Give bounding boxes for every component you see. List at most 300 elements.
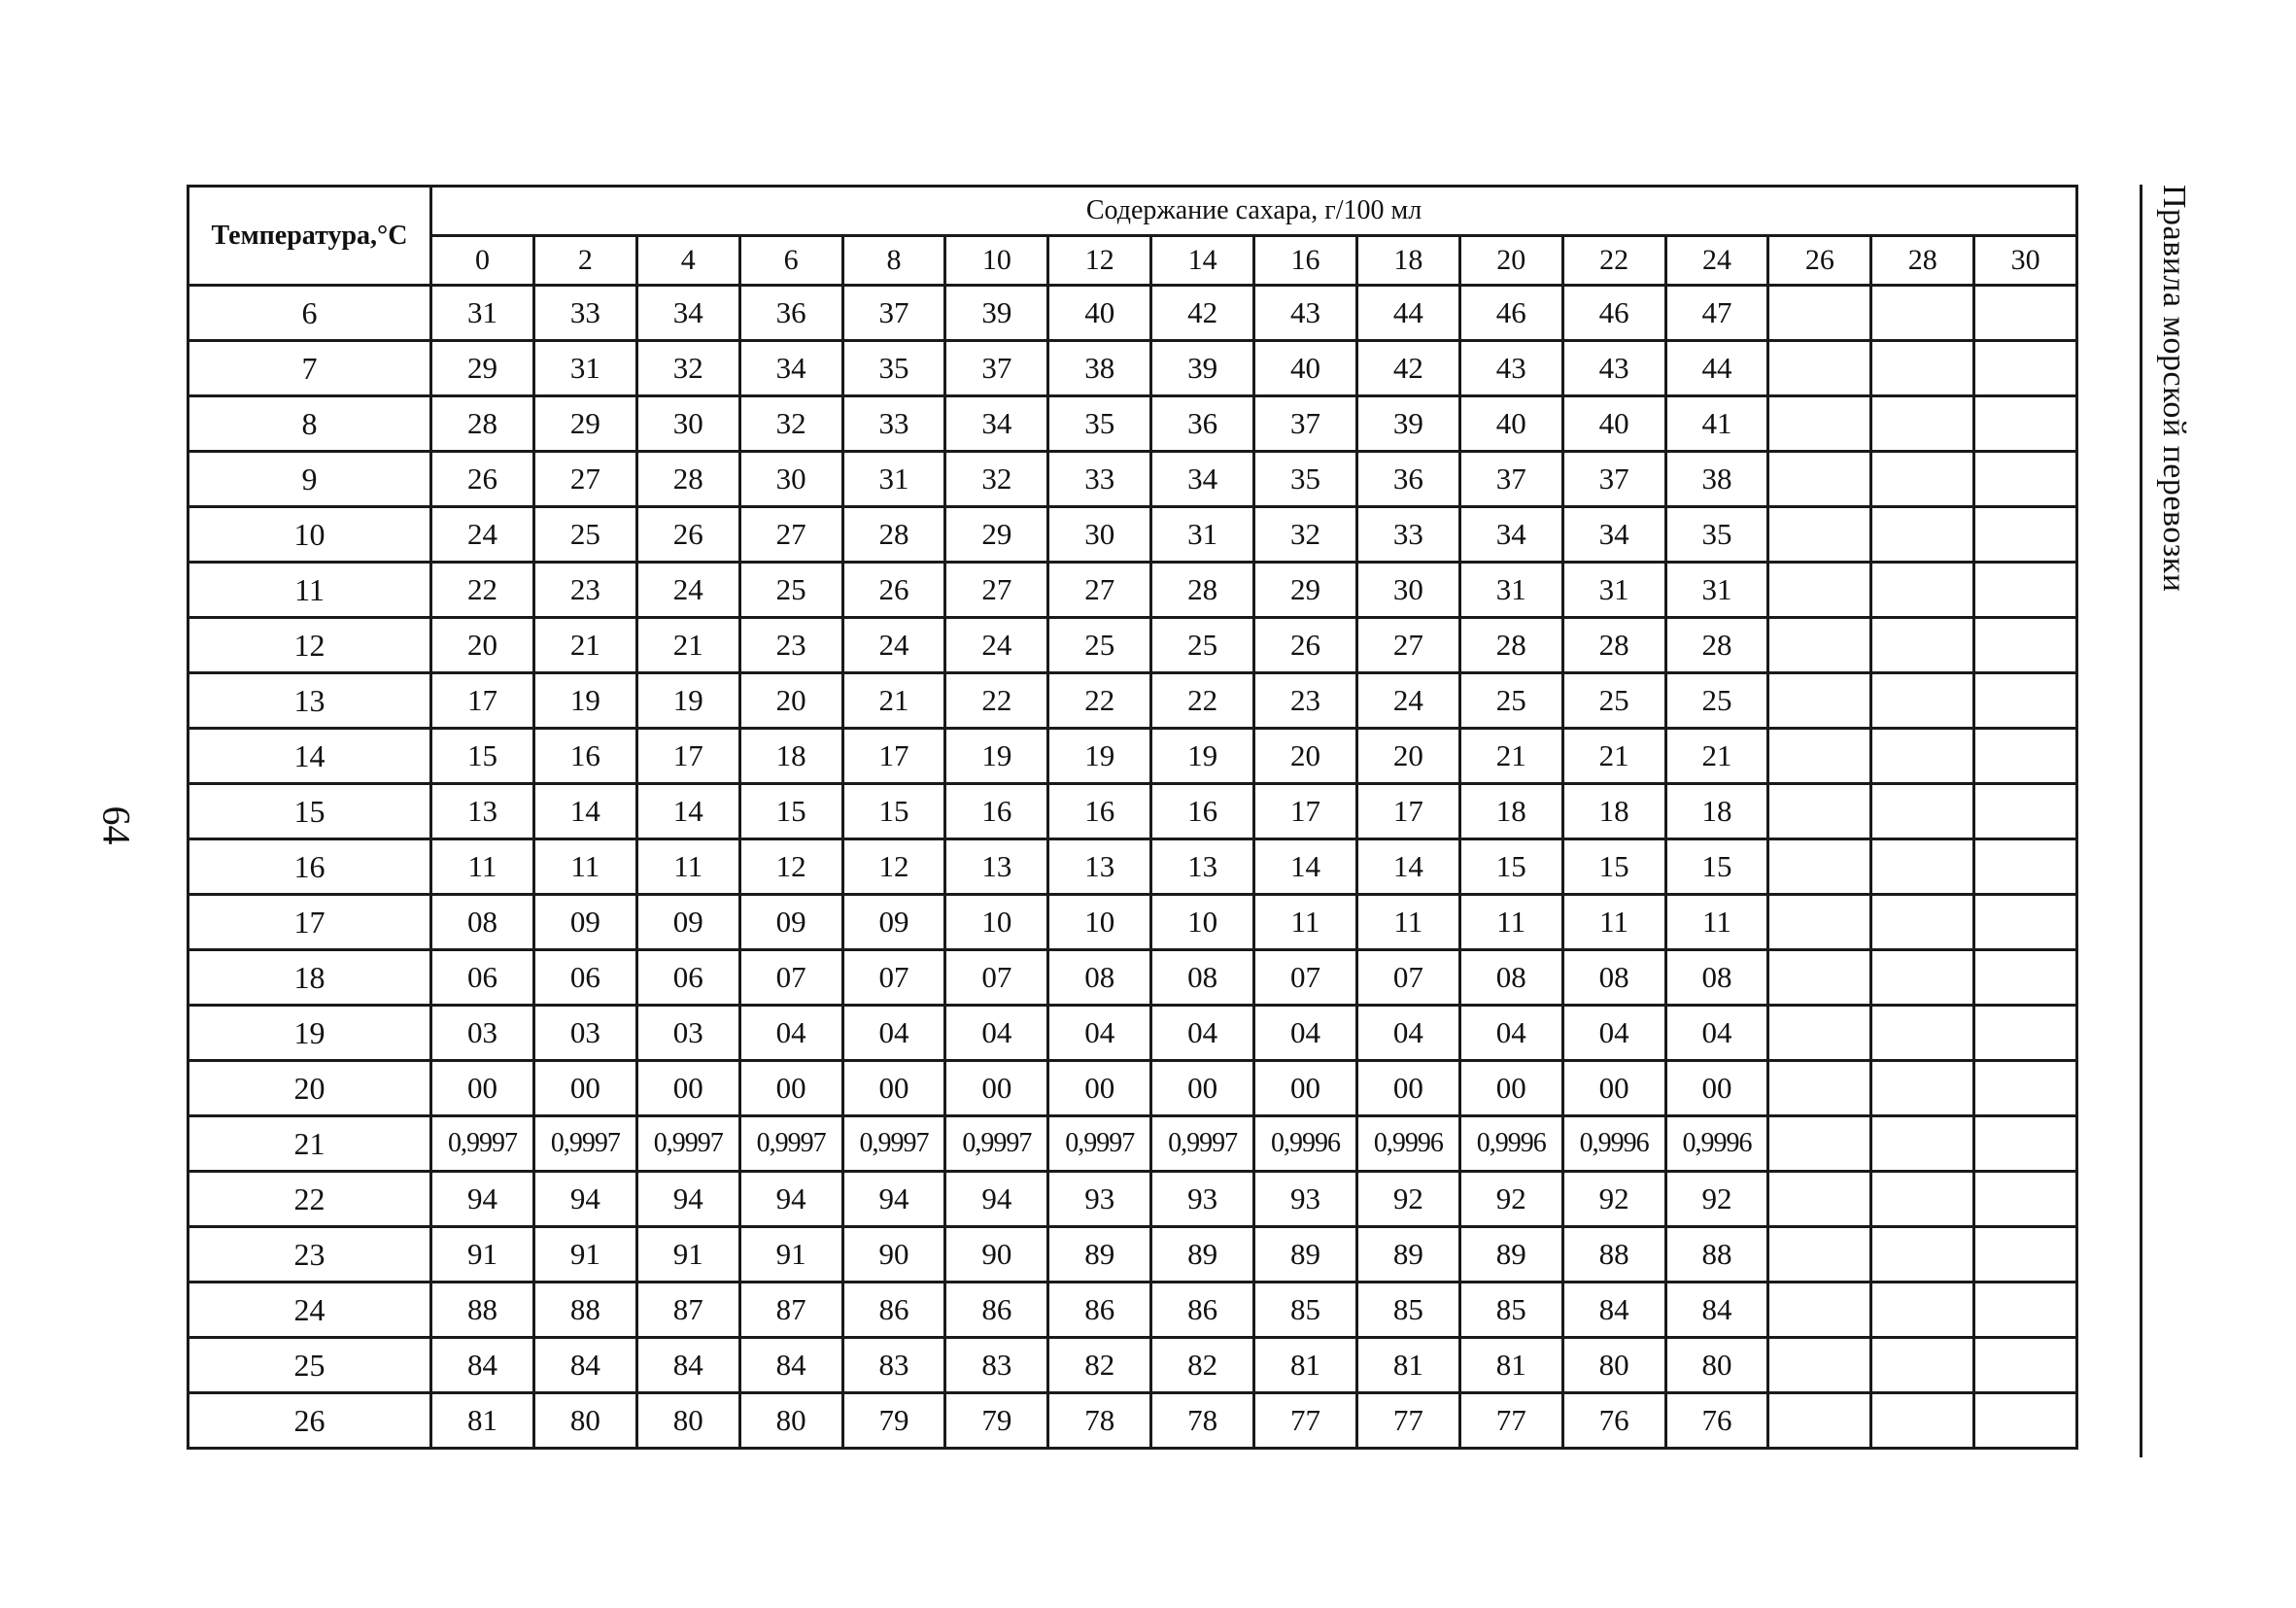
value-cell: 20 [1356,729,1459,784]
value-cell: 28 [1151,563,1254,618]
value-cell: 09 [842,895,945,950]
value-cell: 21 [1459,729,1562,784]
value-cell: 89 [1356,1227,1459,1283]
value-cell: 34 [1151,452,1254,507]
value-cell: 38 [1665,452,1768,507]
value-cell [1768,1061,1871,1116]
value-cell: 36 [1151,396,1254,452]
value-cell: 27 [945,563,1048,618]
table-row [188,1338,2077,1393]
value-cell: 22 [431,563,534,618]
value-cell: 26 [842,563,945,618]
table-row [188,452,2077,507]
value-cell: 18 [739,729,842,784]
value-cell: 19 [945,729,1048,784]
value-cell [1871,1338,1974,1393]
table-row [188,1006,2077,1061]
value-cell: 35 [842,341,945,396]
value-cell: 86 [1151,1283,1254,1338]
value-cell: 91 [533,1227,636,1283]
column-header-cell: 10 [945,236,1048,286]
value-cell [1871,1116,1974,1172]
value-cell: 28 [1665,618,1768,673]
value-cell: 42 [1356,341,1459,396]
value-cell: 92 [1356,1172,1459,1227]
table-body [188,286,2077,1449]
table-row [188,895,2077,950]
value-cell [1871,1283,1974,1338]
value-cell [1871,1393,1974,1449]
value-cell: 0,9996 [1562,1116,1665,1172]
value-cell: 00 [739,1061,842,1116]
value-cell: 89 [1151,1227,1254,1283]
value-cell: 87 [636,1283,739,1338]
value-cell: 11 [1665,895,1768,950]
value-cell: 30 [739,452,842,507]
temperature-cell: 23 [188,1227,431,1283]
value-cell: 94 [945,1172,1048,1227]
column-header-cell: 12 [1048,236,1151,286]
value-cell [1768,341,1871,396]
value-cell: 0,9997 [1151,1116,1254,1172]
value-cell: 37 [945,341,1048,396]
value-cell: 08 [1459,950,1562,1006]
value-cell: 34 [636,286,739,341]
value-cell [1871,729,1974,784]
value-cell [1974,1393,2077,1449]
value-cell: 18 [1665,784,1768,839]
value-cell [1871,396,1974,452]
value-cell [1871,950,1974,1006]
value-cell: 26 [1254,618,1357,673]
value-cell: 04 [1151,1006,1254,1061]
value-cell: 81 [431,1393,534,1449]
table-row [188,1172,2077,1227]
value-cell: 25 [1048,618,1151,673]
value-cell: 79 [945,1393,1048,1449]
table-row [188,839,2077,895]
value-cell: 04 [1459,1006,1562,1061]
value-cell [1974,1116,2077,1172]
value-cell: 03 [431,1006,534,1061]
value-cell: 38 [1048,341,1151,396]
value-cell: 24 [945,618,1048,673]
value-cell: 15 [739,784,842,839]
value-cell: 44 [1356,286,1459,341]
value-cell: 24 [431,507,534,563]
temperature-cell: 13 [188,673,431,729]
value-cell: 07 [1254,950,1357,1006]
value-cell [1974,1172,2077,1227]
value-cell [1768,839,1871,895]
value-cell: 85 [1254,1283,1357,1338]
value-cell [1974,507,2077,563]
value-cell [1871,452,1974,507]
value-cell [1768,618,1871,673]
value-cell: 26 [636,507,739,563]
value-cell: 20 [1254,729,1357,784]
value-cell [1768,1338,1871,1393]
value-cell: 92 [1562,1172,1665,1227]
value-cell: 33 [1048,452,1151,507]
value-cell: 09 [739,895,842,950]
value-cell: 30 [1356,563,1459,618]
value-cell: 00 [1459,1061,1562,1116]
value-cell: 88 [431,1283,534,1338]
value-cell [1871,563,1974,618]
temperature-cell: 11 [188,563,431,618]
value-cell: 21 [636,618,739,673]
value-cell [1768,1283,1871,1338]
value-cell: 20 [431,618,534,673]
value-cell [1768,396,1871,452]
value-cell: 19 [533,673,636,729]
value-cell: 20 [739,673,842,729]
value-cell: 16 [945,784,1048,839]
value-cell: 29 [533,396,636,452]
value-cell: 07 [1356,950,1459,1006]
value-cell: 39 [1356,396,1459,452]
value-cell: 00 [431,1061,534,1116]
value-cell [1768,563,1871,618]
value-cell: 36 [739,286,842,341]
value-cell: 81 [1254,1338,1357,1393]
value-cell: 28 [842,507,945,563]
value-cell: 14 [636,784,739,839]
value-cell: 15 [842,784,945,839]
value-cell: 22 [1151,673,1254,729]
value-cell: 94 [842,1172,945,1227]
value-cell: 39 [1151,341,1254,396]
value-cell: 15 [1562,839,1665,895]
value-cell: 83 [945,1338,1048,1393]
value-cell: 27 [739,507,842,563]
value-cell: 23 [533,563,636,618]
value-cell: 19 [1151,729,1254,784]
value-cell: 00 [1048,1061,1151,1116]
value-cell: 13 [945,839,1048,895]
table-row [188,1061,2077,1116]
value-cell: 11 [1356,895,1459,950]
value-cell: 10 [1151,895,1254,950]
value-cell: 31 [533,341,636,396]
value-cell [1974,396,2077,452]
table-row [188,673,2077,729]
value-cell: 09 [636,895,739,950]
temperature-cell: 15 [188,784,431,839]
value-cell: 22 [945,673,1048,729]
value-cell: 40 [1562,396,1665,452]
column-header-cell: 26 [1768,236,1871,286]
column-header-cell: 20 [1459,236,1562,286]
value-cell: 11 [431,839,534,895]
value-cell: 33 [1356,507,1459,563]
table-row [188,1116,2077,1172]
temperature-cell: 16 [188,839,431,895]
value-cell: 0,9996 [1254,1116,1357,1172]
value-cell: 14 [1254,839,1357,895]
column-header-cell: 22 [1562,236,1665,286]
value-cell: 28 [1562,618,1665,673]
column-header-row [188,236,2077,286]
value-cell: 06 [636,950,739,1006]
value-cell [1974,784,2077,839]
value-cell: 27 [1048,563,1151,618]
value-cell: 08 [1048,950,1151,1006]
value-cell: 83 [842,1338,945,1393]
temperature-cell: 20 [188,1061,431,1116]
column-header-cell: 28 [1871,236,1974,286]
value-cell: 04 [1048,1006,1151,1061]
table-row [188,1393,2077,1449]
value-cell [1871,618,1974,673]
value-cell [1768,784,1871,839]
value-cell: 17 [431,673,534,729]
value-cell: 15 [1459,839,1562,895]
value-cell: 31 [431,286,534,341]
value-cell: 03 [636,1006,739,1061]
value-cell: 80 [636,1393,739,1449]
value-cell: 44 [1665,341,1768,396]
value-cell: 24 [1356,673,1459,729]
value-cell [1768,452,1871,507]
value-cell: 14 [1356,839,1459,895]
value-cell: 00 [1254,1061,1357,1116]
value-cell: 07 [945,950,1048,1006]
value-cell: 08 [1151,950,1254,1006]
table-row [188,729,2077,784]
value-cell: 81 [1459,1338,1562,1393]
value-cell: 18 [1459,784,1562,839]
value-cell: 35 [1665,507,1768,563]
value-cell: 13 [1151,839,1254,895]
value-cell: 0,9997 [431,1116,534,1172]
value-cell [1768,729,1871,784]
value-cell: 84 [1562,1283,1665,1338]
table-row [188,507,2077,563]
value-cell: 77 [1254,1393,1357,1449]
value-cell: 92 [1459,1172,1562,1227]
value-cell: 16 [1048,784,1151,839]
column-header-cell: 24 [1665,236,1768,286]
value-cell [1871,507,1974,563]
value-cell [1768,1006,1871,1061]
value-cell: 31 [1562,563,1665,618]
value-cell: 87 [739,1283,842,1338]
value-cell [1768,950,1871,1006]
value-cell: 11 [1254,895,1357,950]
value-cell: 33 [533,286,636,341]
value-cell: 06 [431,950,534,1006]
value-cell [1871,1006,1974,1061]
value-cell: 89 [1459,1227,1562,1283]
running-title: Правила морской перевозки [2156,185,2192,593]
value-cell: 25 [1459,673,1562,729]
value-cell [1974,1006,2077,1061]
value-cell: 78 [1048,1393,1151,1449]
column-header-cell: 4 [636,236,739,286]
table-row [188,784,2077,839]
value-cell: 22 [1048,673,1151,729]
value-cell: 16 [1151,784,1254,839]
value-cell [1871,341,1974,396]
value-cell [1871,784,1974,839]
value-cell: 77 [1459,1393,1562,1449]
value-cell [1974,729,2077,784]
temperature-cell: 24 [188,1283,431,1338]
value-cell: 04 [1562,1006,1665,1061]
value-cell: 11 [1562,895,1665,950]
value-cell [1871,1172,1974,1227]
value-cell: 43 [1562,341,1665,396]
page-number: 64 [94,805,139,845]
value-cell: 31 [1665,563,1768,618]
value-cell: 29 [945,507,1048,563]
value-cell: 40 [1048,286,1151,341]
value-cell: 10 [1048,895,1151,950]
value-cell: 32 [636,341,739,396]
value-cell: 04 [1665,1006,1768,1061]
value-cell [1871,1061,1974,1116]
value-cell: 17 [1254,784,1357,839]
value-cell: 0,9997 [636,1116,739,1172]
value-cell [1768,1172,1871,1227]
value-cell [1768,1227,1871,1283]
value-cell: 25 [1665,673,1768,729]
value-cell [1974,1338,2077,1393]
value-cell: 08 [1665,950,1768,1006]
value-cell: 92 [1665,1172,1768,1227]
value-cell: 76 [1665,1393,1768,1449]
value-cell: 88 [1665,1227,1768,1283]
value-cell: 34 [1459,507,1562,563]
value-cell: 04 [739,1006,842,1061]
value-cell: 89 [1048,1227,1151,1283]
temperature-cell: 9 [188,452,431,507]
value-cell: 32 [945,452,1048,507]
value-cell [1974,452,2077,507]
value-cell: 90 [842,1227,945,1283]
value-cell: 13 [431,784,534,839]
value-cell: 17 [1356,784,1459,839]
temperature-cell: 26 [188,1393,431,1449]
value-cell: 94 [533,1172,636,1227]
value-cell: 04 [1254,1006,1357,1061]
value-cell: 43 [1459,341,1562,396]
value-cell: 11 [636,839,739,895]
value-cell: 36 [1356,452,1459,507]
value-cell: 91 [431,1227,534,1283]
value-cell: 07 [842,950,945,1006]
value-cell [1768,286,1871,341]
value-cell [1768,673,1871,729]
value-cell: 23 [1254,673,1357,729]
value-cell [1871,673,1974,729]
value-cell: 0,9997 [842,1116,945,1172]
value-cell: 03 [533,1006,636,1061]
temperature-cell: 12 [188,618,431,673]
value-cell: 06 [533,950,636,1006]
value-cell: 00 [1665,1061,1768,1116]
value-cell [1974,895,2077,950]
value-cell: 19 [636,673,739,729]
column-header-cell: 18 [1356,236,1459,286]
value-cell: 84 [739,1338,842,1393]
table-row [188,286,2077,341]
value-cell: 34 [945,396,1048,452]
value-cell: 23 [739,618,842,673]
value-cell: 31 [1459,563,1562,618]
column-header-cell: 8 [842,236,945,286]
value-cell: 88 [1562,1227,1665,1283]
temperature-cell: 14 [188,729,431,784]
value-cell: 80 [1562,1338,1665,1393]
temperature-cell: 6 [188,286,431,341]
value-cell: 27 [533,452,636,507]
value-cell: 24 [842,618,945,673]
table-row [188,563,2077,618]
value-cell: 42 [1151,286,1254,341]
value-cell [1974,286,2077,341]
value-cell: 00 [945,1061,1048,1116]
value-cell [1871,895,1974,950]
value-cell: 82 [1151,1338,1254,1393]
value-cell [1974,1061,2077,1116]
value-cell: 00 [1356,1061,1459,1116]
value-cell: 25 [1151,618,1254,673]
value-cell: 43 [1254,286,1357,341]
value-cell: 17 [842,729,945,784]
value-cell: 35 [1048,396,1151,452]
value-cell: 0,9997 [945,1116,1048,1172]
value-cell: 94 [636,1172,739,1227]
value-cell: 0,9996 [1459,1116,1562,1172]
temperature-cell: 19 [188,1006,431,1061]
value-cell: 21 [1562,729,1665,784]
sugar-content-header: Содержание сахара, г/100 мл [431,187,2077,236]
value-cell: 12 [842,839,945,895]
table-row [188,396,2077,452]
value-cell: 47 [1665,286,1768,341]
value-cell: 46 [1459,286,1562,341]
value-cell: 16 [533,729,636,784]
table-row [188,1227,2077,1283]
value-cell: 94 [431,1172,534,1227]
value-cell: 37 [1562,452,1665,507]
table-row [188,1283,2077,1338]
value-cell: 46 [1562,286,1665,341]
value-cell: 84 [533,1338,636,1393]
value-cell: 94 [739,1172,842,1227]
value-cell [1974,950,2077,1006]
value-cell: 0,9996 [1665,1116,1768,1172]
value-cell: 15 [431,729,534,784]
value-cell: 40 [1459,396,1562,452]
column-header-cell: 2 [533,236,636,286]
value-cell: 25 [739,563,842,618]
value-cell [1974,618,2077,673]
value-cell [1974,563,2077,618]
value-cell: 76 [1562,1393,1665,1449]
value-cell: 28 [1459,618,1562,673]
value-cell [1768,507,1871,563]
value-cell [1974,1227,2077,1283]
column-header-cell: 16 [1254,236,1357,286]
temperature-cell: 10 [188,507,431,563]
value-cell: 00 [842,1061,945,1116]
value-cell: 40 [1254,341,1357,396]
column-header-cell: 14 [1151,236,1254,286]
